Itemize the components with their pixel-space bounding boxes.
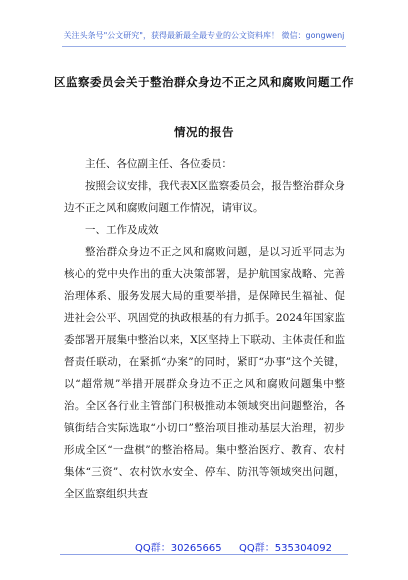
section-paragraph: 整治群众身边不正之风和腐败问题，是以习近平同志为核心的党中央作出的重大决策部署，是护航国家战略、完善治理体系、服务发展大局的重要举措，是保障民生福祉、促进社会公平、巩固党的执政根基的有力抓手。2024年国家监委部署开展集中整治以来，X区坚持上下联动、主体责任和监督责任联动，在紧抓“办案”的同时，紧盯“办事”这个关键，以“超常规”举措开展群众身边不正之风和腐败问题集中整治。全区各行业主管部门积极推动本领域突出问题整治，各镇街结合实际选取“小切口”整治项目推动基层大治理，初步形成全区“一盘棋”的整治格局。集中整治医疗、教育、农村集体“三资”、农村饮水安全、停车、防汛等领域突出问题，全区监察组织共查 — [64, 246, 345, 500]
footer-divider — [60, 554, 348, 555]
header-divider — [62, 46, 346, 47]
document-body — [64, 153, 345, 505]
salutation: 主任、各位副主任、各位委员： — [85, 158, 232, 170]
intro-paragraph: 按照会议安排，我代表X区监察委员会，报告整治群众身边不正之风和腐败问题工作情况，请审议。 — [64, 180, 345, 214]
header-banner: 关注头条号"公文研究"，获得最新最全最专业的公文资料库！ 微信：gongwenj — [63, 31, 345, 40]
footer-qq-group-1: QQ群：30265665 — [135, 543, 222, 554]
footer-qq-group-2: QQ群：535304092 — [239, 543, 333, 554]
document-title: 区监察委员会关于整治群众身边不正之风和腐败问题工作 — [54, 75, 354, 89]
section-heading: 一、工作及成效 — [85, 224, 159, 236]
document-subtitle: 情况的报告 — [174, 125, 234, 139]
footer — [0, 539, 408, 553]
